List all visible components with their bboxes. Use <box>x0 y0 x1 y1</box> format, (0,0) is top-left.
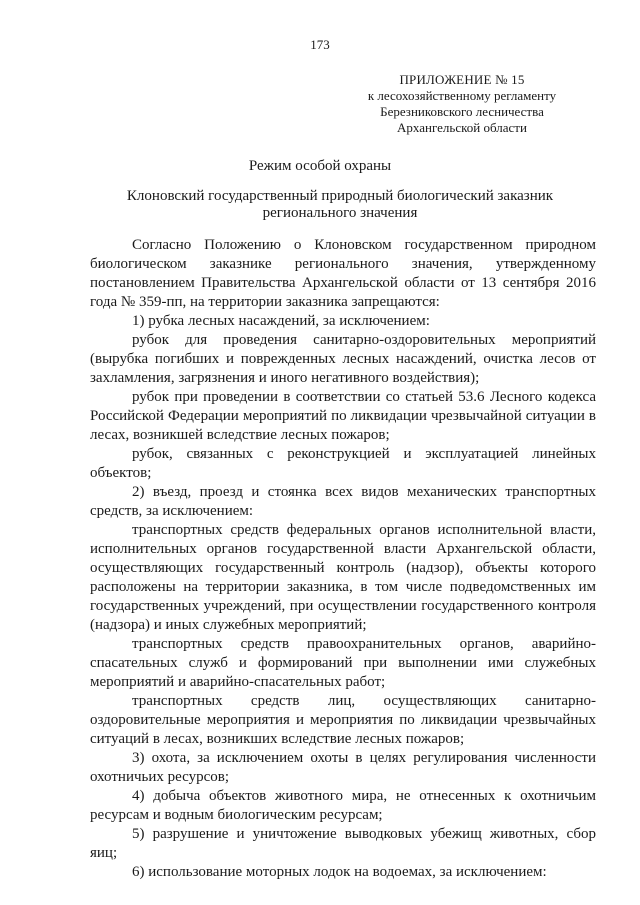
appendix-line-region: Архангельской области <box>397 120 527 135</box>
paragraph-item-2: 2) въезд, проезд и стоянка всех видов механических транспортных средств, за исключением: <box>90 484 596 519</box>
paragraph-item-1: 1) рубка лесных насаждений, за исключением: <box>132 313 430 329</box>
appendix-header <box>332 72 592 136</box>
appendix-line-forestry: Березниковского лесничества <box>380 104 544 119</box>
section-title: Режим особой охраны <box>248 158 392 174</box>
paragraph-item-2-sanitary: транспортных средств лиц, осуществляющих санитарно-оздоровительные мероприятия и мероприятия по ликвидации чрезвычайных ситуаций в лесах, возникших вследствие лесных пожаров; <box>90 693 596 747</box>
paragraph-item-3: 3) охота, за исключением охоты в целях регулирования численности охотничьих ресурсов; <box>90 750 596 785</box>
paragraph-item-2-government: транспортных средств федеральных органов исполнительной власти, исполнительных органов государственной власти Архангельской области, осуществляющих государственный контроль (надзор), объекты которого расположены на территории заказника, в том числе подведомственных им государственных учреждений, при осуществлении государственного контроля (надзора) и иных служебных мероприятий; <box>90 522 596 633</box>
body-text <box>90 236 596 882</box>
reserve-title: Клоновский государственный природный биологический заказник регионального значения <box>126 188 554 221</box>
paragraph-item-1-linear: рубок, связанных с реконструкцией и эксплуатацией линейных объектов; <box>90 446 596 481</box>
paragraph-item-2-law-enforcement: транспортных средств правоохранительных органов, аварийно-спасательных служб и формирований при выполнении ими служебных мероприятий и аварийно-спасательных работ; <box>90 636 596 690</box>
paragraph-item-5: 5) разрушение и уничтожение выводковых убежищ животных, сбор яиц; <box>90 826 596 861</box>
paragraph-intro: Согласно Положению о Клоновском государственном природном биологическом заказнике регионального значения, утвержденному постановлением Правительства Архангельской области от 13 сентября 2016 года № 359-пп, на территории заказника запрещаются: <box>90 237 596 310</box>
paragraph-item-4: 4) добыча объектов животного мира, не отнесенных к охотничьим ресурсам и водным биологическим ресурсам; <box>90 788 596 823</box>
paragraph-item-1-sanitary: рубок для проведения санитарно-оздоровительных мероприятий (вырубка погибших и поврежденных лесных насаждений, очистка лесов от захламления, загрязнения и иного негативного воздействия); <box>90 332 596 386</box>
paragraph-item-6: 6) использование моторных лодок на водоемах, за исключением: <box>132 864 547 880</box>
paragraph-item-1-emergency: рубок при проведении в соответствии со статьей 53.6 Лесного кодекса Российской Федерации мероприятий по ликвидации чрезвычайной ситуации в лесах, возникшей вследствие лесных пожаров; <box>90 389 596 443</box>
page-number: 173 <box>310 37 330 52</box>
appendix-line-regulation: к лесохозяйственному регламенту <box>367 88 557 103</box>
appendix-title: ПРИЛОЖЕНИЕ № 15 <box>399 72 525 87</box>
